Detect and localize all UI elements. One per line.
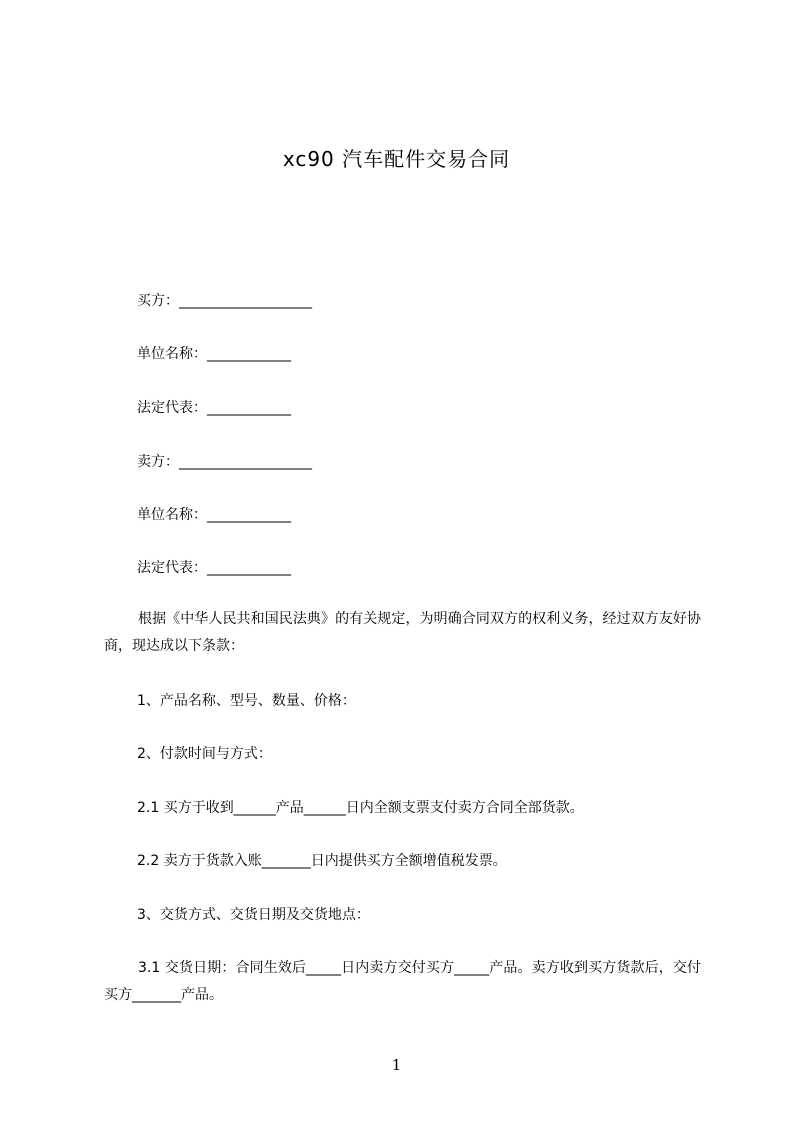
clause-3: 3、交货方式、交货日期及交货地点： xyxy=(137,907,370,923)
seller-rep-line: 法定代表：____________ xyxy=(137,560,291,576)
seller-unit-line: 单位名称：____________ xyxy=(137,507,291,523)
document-title: xc90 汽车配件交易合同 xyxy=(282,147,511,171)
clause-3-1: 3.1 交货日期：合同生效后_____日内卖方交付买方_____产品。卖方收到买方货款后，交付买方_______产品。 xyxy=(104,960,701,1003)
clause-2-2: 2.2 卖方于货款入账_______日内提供买方全额增值税发票。 xyxy=(137,853,507,869)
buyer-rep-line: 法定代表：____________ xyxy=(137,400,291,416)
clause-2-1: 2.1 买方于收到______产品______日内全额支票支付卖方合同全部货款。 xyxy=(137,800,584,816)
seller-line: 卖方：___________________ xyxy=(137,454,312,470)
buyer-unit-line: 单位名称：____________ xyxy=(137,346,291,362)
page-number: 1 xyxy=(391,1056,402,1074)
clause-2: 2、付款时间与方式： xyxy=(137,746,272,762)
buyer-line: 买方：___________________ xyxy=(137,293,312,309)
clause-1: 1、产品名称、型号、数量、价格： xyxy=(137,693,356,709)
intro-paragraph: 根据《中华人民共和国民法典》的有关规定，为明确合同双方的权利义务，经过双方友好协商，现达成以下条款： xyxy=(104,611,701,654)
